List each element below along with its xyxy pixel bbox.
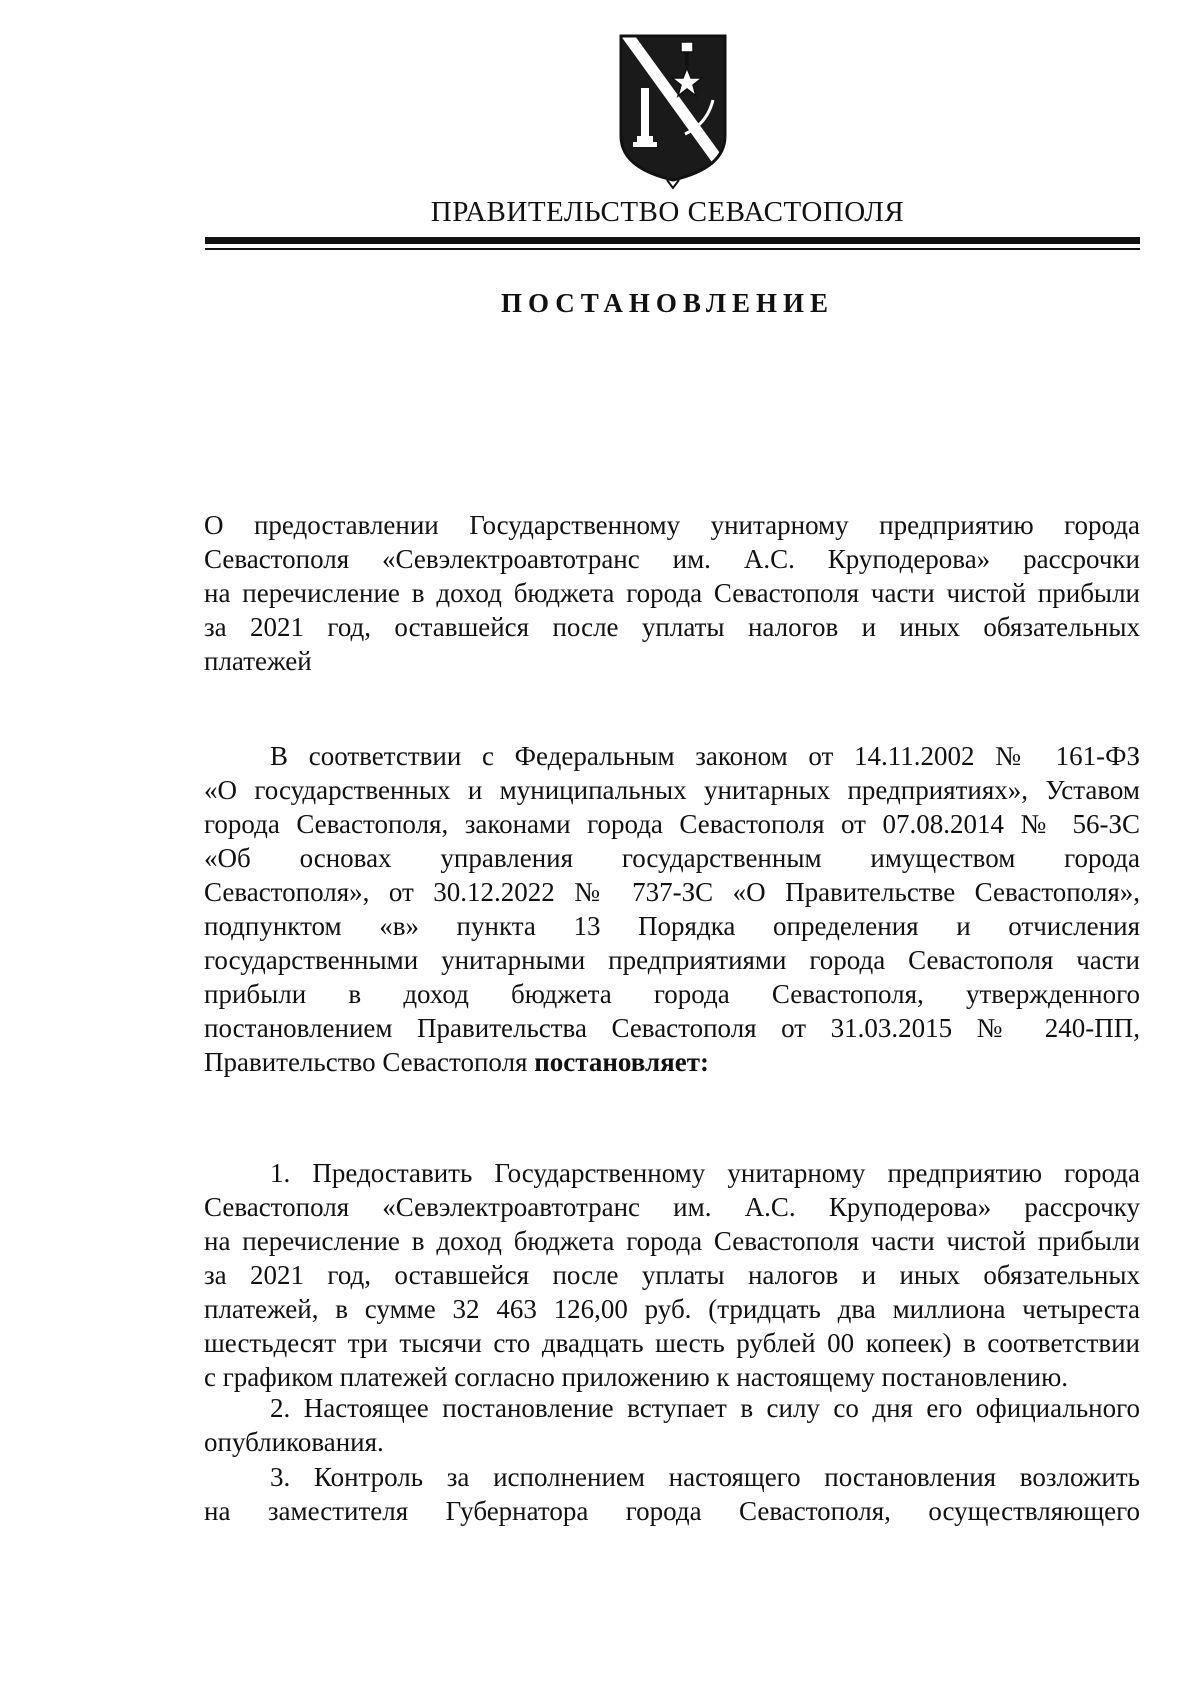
header-divider-thin <box>205 248 1140 250</box>
clause-1-line: с графиком платежей согласно приложению к настоящему постановлению. <box>204 1362 1068 1392</box>
title-line: платежей <box>204 646 312 676</box>
preamble-line: «О государственных и муниципальных унитарных предприятиях», Уставом <box>204 775 1140 805</box>
title-line: О предоставлении Государственному унитарному предприятию города <box>204 510 1140 540</box>
preamble-line: «Об основах управления государственным имуществом города <box>204 843 1140 873</box>
title-line: на перечисление в доход бюджета города Севастополя части чистой прибыли <box>204 578 1140 608</box>
preamble-line: города Севастополя, законами города Севастополя от 07.08.2014 № 56-ЗС <box>204 809 1140 839</box>
preamble-line: В соответствии с Федеральным законом от 14.11.2002 № 161-ФЗ <box>270 741 1140 771</box>
clause-1 <box>204 1156 1140 1394</box>
preamble-line: Севастополя», от 30.12.2022 № 737-ЗС «О Правительстве Севастополя», <box>204 877 1140 907</box>
clause-1-line: 1. Предоставить Государственному унитарному предприятию города <box>270 1158 1140 1188</box>
preamble-paragraph <box>204 739 1140 1079</box>
preamble-line: подпунктом «в» пункта 13 Порядка определения и отчисления <box>204 911 1140 941</box>
clause-2-line: 2. Настоящее постановление вступает в силу со дня его официального <box>270 1393 1140 1423</box>
title-line: Севастополя «Севэлектроавтотранс им. А.С. Круподерова» рассрочки <box>204 544 1140 574</box>
clause-2-line: опубликования. <box>204 1427 384 1457</box>
preamble-line: прибыли в доход бюджета города Севастополя, утвержденного <box>204 979 1140 1009</box>
preamble-line: постановлением Правительства Севастополя от 31.03.2015 № 240-ПП, <box>204 1013 1140 1043</box>
preamble-last-text: Правительство Севастополя <box>204 1047 535 1077</box>
clause-3-line: на заместителя Губернатора города Севастополя, осуществляющего <box>204 1496 1140 1526</box>
clause-2 <box>204 1391 1140 1459</box>
clause-1-line: шестьдесят три тысячи сто двадцать шесть рублей 00 копеек) в соответствии <box>204 1328 1140 1358</box>
clause-1-line: Севастополя «Севэлектроавтотранс им. А.С. Круподерова» рассрочку <box>204 1192 1140 1222</box>
document-type-heading: ПОСТАНОВЛЕНИЕ <box>500 288 835 318</box>
sevastopol-coat-of-arms-icon <box>615 30 731 190</box>
preamble-line: государственными унитарными предприятиями города Севастополя части <box>204 945 1140 975</box>
document-title <box>204 508 1140 678</box>
preamble-line <box>204 1045 1140 1079</box>
resolves-keyword: постановляет: <box>534 1047 709 1077</box>
header-divider-thick <box>205 237 1140 244</box>
clause-3-line: 3. Контроль за исполнением настоящего постановления возложить <box>270 1462 1140 1492</box>
organization-name: ПРАВИТЕЛЬСТВО СЕВАСТОПОЛЯ <box>430 196 905 228</box>
clause-1-line: платежей, в сумме 32 463 126,00 руб. (тридцать два миллиона четыреста <box>204 1294 1140 1324</box>
clause-1-line: на перечисление в доход бюджета города Севастополя части чистой прибыли <box>204 1226 1140 1256</box>
clause-3 <box>204 1460 1140 1528</box>
title-line: за 2021 год, оставшейся после уплаты налогов и иных обязательных <box>204 612 1140 642</box>
clause-1-line: за 2021 год, оставшейся после уплаты налогов и иных обязательных <box>204 1260 1140 1290</box>
